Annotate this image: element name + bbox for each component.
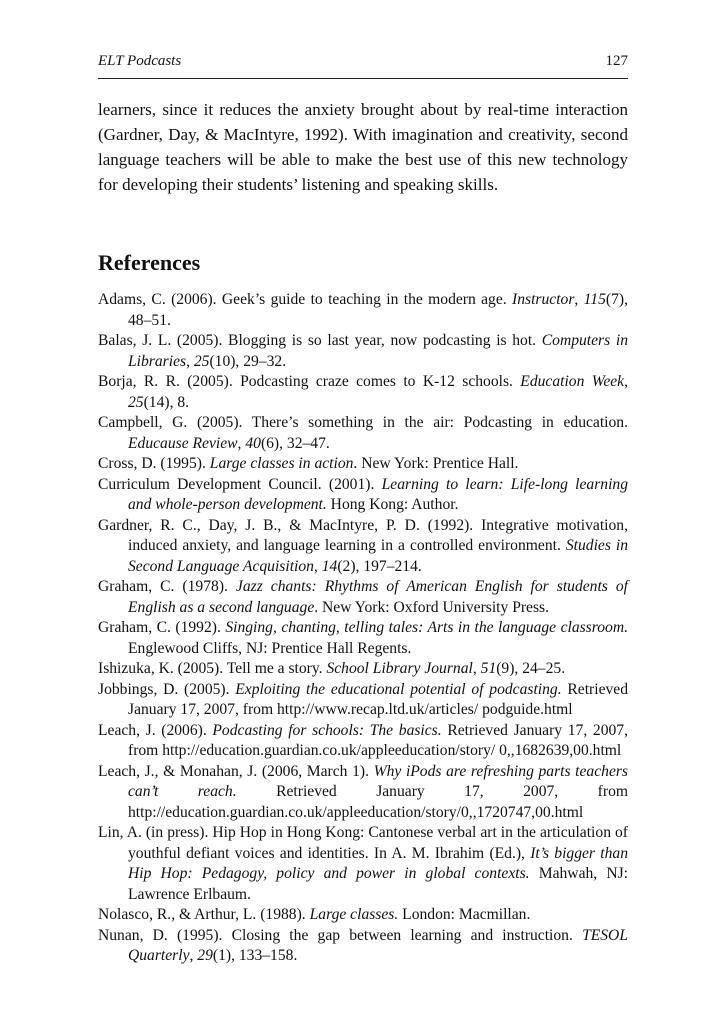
reference-italic-segment: Instructor xyxy=(512,291,575,308)
reference-text-segment: Graham, C. (1978). xyxy=(98,578,236,595)
reference-text-segment: , xyxy=(472,660,481,677)
reference-text-segment: Adams, C. (2006). Geek’s guide to teaching in the modern age. xyxy=(98,291,513,308)
reference-text-segment: Curriculum Development Council. (2001). xyxy=(98,475,382,493)
references-list xyxy=(98,290,628,967)
reference-italic-segment: 40 xyxy=(245,434,261,452)
reference-entry xyxy=(98,475,628,516)
reference-text-segment: , xyxy=(189,947,198,964)
reference-italic-segment: Educause Review xyxy=(128,434,238,452)
page-number: 127 xyxy=(605,53,628,69)
reference-text-segment: Leach, J. (2006). xyxy=(98,721,213,739)
reference-text-segment: , xyxy=(237,434,246,452)
reference-italic-segment: Jazz chants: Rhythms of American English for students of English as a second language xyxy=(128,578,628,616)
reference-italic-segment: Podcasting for schools: The basics. xyxy=(212,721,442,739)
reference-text-segment: (2), 197–214. xyxy=(337,557,422,575)
reference-text-segment: Englewood Cliffs, NJ: Prentice Hall Regents. xyxy=(128,639,412,657)
reference-italic-segment: Large classes. xyxy=(309,906,399,923)
reference-entry xyxy=(98,721,628,762)
reference-entry xyxy=(98,516,628,578)
reference-italic-segment: 29 xyxy=(197,947,213,964)
running-title: ELT Podcasts xyxy=(98,53,182,69)
reference-italic-segment: Learning to learn: Life-long learning and whole-person development. xyxy=(128,475,628,513)
reference-text-segment: Lin, A. (in press). Hip Hop in Hong Kong: Cantonese verbal art in the articulation of youthful defiant voices and identities. In A. M. Ibrahim (Ed.), xyxy=(98,824,628,862)
reference-text-segment: Hong Kong: Author. xyxy=(326,496,459,513)
reference-text-segment: , xyxy=(574,291,584,308)
reference-text-segment: . New York: Prentice Hall. xyxy=(353,455,519,472)
reference-entry xyxy=(98,659,628,680)
reference-text-segment: (1), 133–158. xyxy=(212,947,298,964)
reference-text-segment: (9), 24–25. xyxy=(496,660,566,677)
reference-text-segment: Leach, J., & Monahan, J. (2006, March 1). xyxy=(98,762,374,780)
reference-italic-segment: Studies in Second Language Acquisition xyxy=(128,537,628,575)
header-rule xyxy=(98,78,628,79)
reference-italic-segment: 51 xyxy=(480,660,497,677)
reference-entry xyxy=(98,926,628,967)
reference-italic-segment: School Library Journal xyxy=(326,660,473,677)
reference-entry xyxy=(98,823,628,905)
reference-entry xyxy=(98,905,628,926)
reference-text-segment: , xyxy=(313,557,322,575)
reference-italic-segment: Why iPods are refreshing parts teachers can’t reach. xyxy=(128,762,629,800)
reference-italic-segment: Education Week xyxy=(520,373,625,390)
reference-entry xyxy=(98,413,628,454)
reference-italic-segment: TESOL Quarterly xyxy=(128,926,628,964)
reference-entry xyxy=(98,331,628,372)
reference-text-segment: Balas, J. L. (2005). Blogging is so last year, now podcasting is hot. xyxy=(98,332,542,349)
reference-text-segment: Retrieved January 17, 2007, from http://education.guardian.co.uk/appleeducation/story/0,,1720747,00.html xyxy=(128,783,628,821)
body-paragraph: learners, since it reduces the anxiety brought about by real-time interaction (Gardner, Day, & MacIntyre, 1992). With imagination and creativity, second language teachers will be able to make the best use of this new technology for developing their students’ listening and speaking skills. xyxy=(98,100,628,194)
reference-text-segment: Mahwah, NJ: Lawrence Erlbaum. xyxy=(128,865,629,903)
reference-text-segment: , xyxy=(186,352,194,370)
reference-text-segment: Cross, D. (1995). xyxy=(98,455,210,472)
reference-italic-segment: Large classes in action xyxy=(209,455,354,472)
reference-italic-segment: Computers in Libraries xyxy=(128,332,628,370)
reference-italic-segment: It’s bigger than Hip Hop: Pedagogy, policy and power in global contexts. xyxy=(128,844,628,882)
reference-text-segment: London: Macmillan. xyxy=(398,906,531,923)
reference-text-segment: Nunan, D. (1995). Closing the gap between learning and instruction. xyxy=(98,926,583,944)
reference-text-segment: Nolasco, R., & Arthur, L. (1988). xyxy=(98,906,310,923)
reference-italic-segment: 25 xyxy=(193,352,210,370)
reference-entry xyxy=(98,618,628,659)
reference-entry xyxy=(98,290,628,331)
reference-entry xyxy=(98,577,628,618)
reference-italic-segment: 115 xyxy=(583,291,606,308)
reference-text-segment: Campbell, G. (2005). There’s something in the air: Podcasting in education. xyxy=(98,414,628,431)
reference-text-segment: Graham, C. (1992). xyxy=(98,619,226,636)
reference-italic-segment: Singing, chanting, telling tales: Arts in the language classroom. xyxy=(225,619,628,636)
reference-text-segment: (10), 29–32. xyxy=(209,352,287,370)
reference-text-segment: , xyxy=(624,373,628,390)
reference-italic-segment: Exploiting the educational potential of podcasting. xyxy=(235,680,562,698)
reference-text-segment: Borja, R. R. (2005). Podcasting craze comes to K-12 schools. xyxy=(98,373,521,390)
reference-text-segment: Ishizuka, K. (2005). Tell me a story. xyxy=(98,660,327,677)
reference-entry xyxy=(98,454,628,475)
references-heading: References xyxy=(98,250,201,275)
reference-italic-segment: 25 xyxy=(128,393,144,411)
reference-text-segment: Gardner, R. C., Day, J. B., & MacIntyre, P. D. (1992). Integrative motivation, induced anxiety, and language learning in a controlled environment. xyxy=(98,516,628,554)
reference-text-segment: Retrieved January 17, 2007, from http://education.guardian.co.uk/appleeducation/story/ 0,,1682639,00.html xyxy=(128,721,628,759)
reference-text-segment: (14), 8. xyxy=(143,393,190,411)
reference-entry xyxy=(98,680,628,721)
running-header xyxy=(98,52,628,70)
reference-text-segment: . New York: Oxford University Press. xyxy=(314,598,550,616)
reference-entry xyxy=(98,762,628,824)
reference-text-segment: (6), 32–47. xyxy=(260,434,330,452)
reference-italic-segment: 14 xyxy=(321,557,338,575)
reference-text-segment: Jobbings, D. (2005). xyxy=(98,680,236,698)
reference-entry xyxy=(98,372,628,413)
reference-text-segment: (7), 48–51. xyxy=(128,291,628,329)
reference-text-segment: Retrieved January 17, 2007, from http://www.recap.ltd.uk/articles/ podguide.html xyxy=(128,680,629,718)
